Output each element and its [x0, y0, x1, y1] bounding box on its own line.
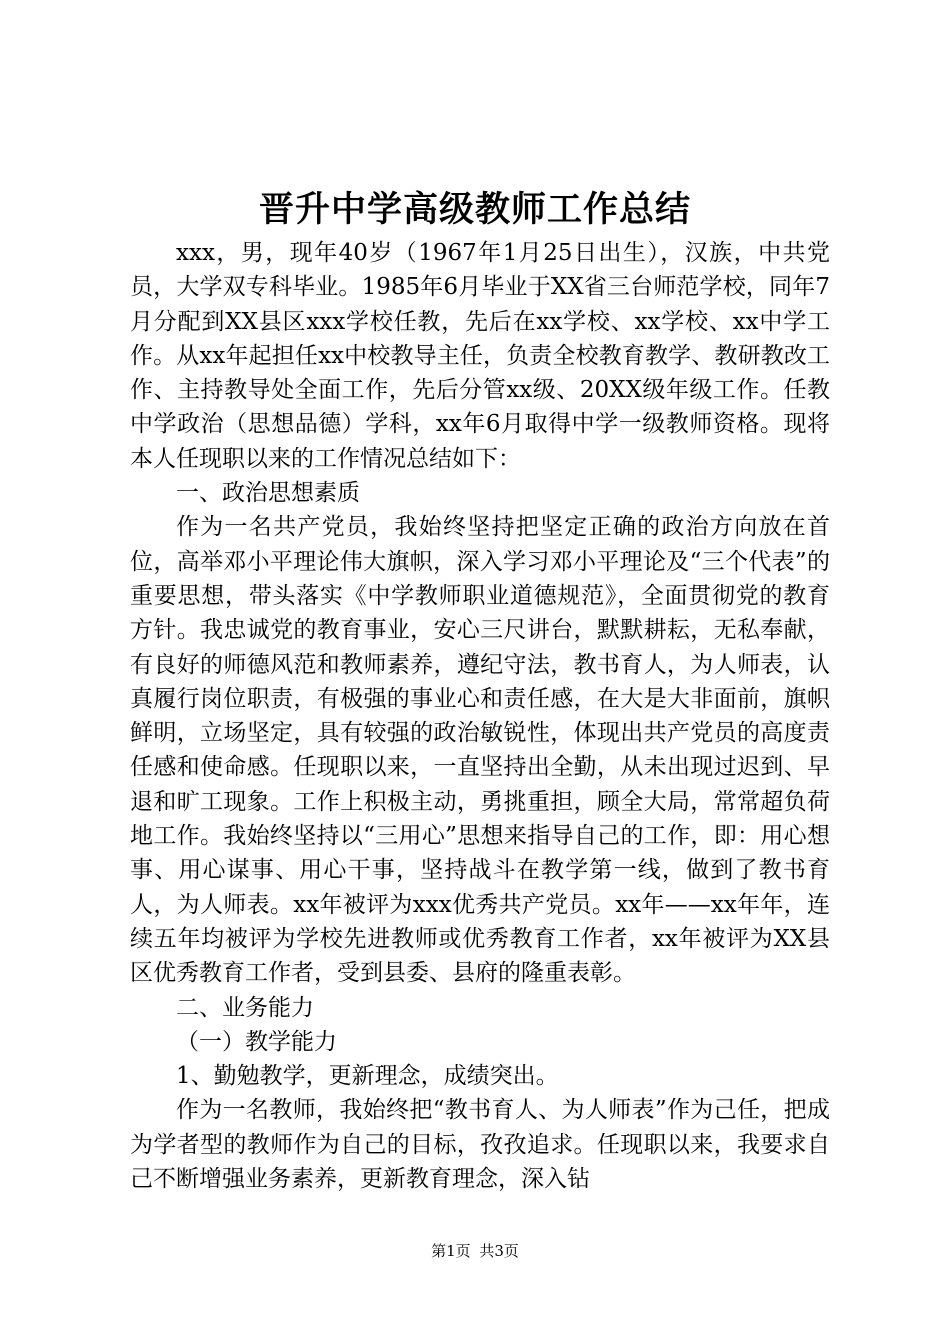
section-heading-political: 一、政治思想素质 — [176, 480, 360, 507]
page-footer — [0, 1240, 950, 1262]
page-total: 共3页 — [479, 1242, 519, 1260]
paragraph-teaching: 作为一名教师，我始终把“教书育人、为人师表”作为己任，把成为学者型的教师作为自己的目标，孜孜追求。任现职以来，我要求自己不断增强业务素养，更新教育理念，深入钻 — [130, 1097, 830, 1193]
item-heading-diligent: 1、勤勉教学，更新理念，成绩突出。 — [176, 1063, 559, 1090]
page-number: 第1页 — [431, 1242, 471, 1260]
paragraph-intro: xxx，男，现年40岁（1967年1月25日出生），汉族，中共党员，大学双专科毕业。1985年6月毕业于XX省三台师范学校，同年7月分配到XX县区xxx学校任教，先后在xx学校、xx学校、xx中学工作。从xx年起担任xx中校教导主任，负责全校教育教学、教研教改工作、主持教导处全面工作，先后分管xx级、20XX级年级工作。任教中学政治（思想品德）学科，xx年6月取得中学一级教师资格。现将本人任现职以来的工作情况总结如下： — [130, 240, 830, 472]
section-heading-ability: 二、业务能力 — [176, 994, 314, 1021]
subsection-heading-teaching: （一）教学能力 — [176, 1028, 337, 1055]
document-body — [130, 236, 830, 1196]
paragraph-political: 作为一名共产党员，我始终坚持把坚定正确的政治方向放在首位，高举邓小平理论伟大旗帜，深入学习邓小平理论及“三个代表”的重要思想，带头落实《中学教师职业道德规范》，全面贯彻党的教育方针。我忠诚党的教育事业，安心三尺讲台，默默耕耘，无私奉献，有良好的师德风范和教师素养，遵纪守法，教书育人，为人师表，认真履行岗位职责，有极强的事业心和责任感，在大是大非面前，旗帜鲜明，立场坚定，具有较强的政治敏锐性，体现出共产党员的高度责任感和使命感。任现职以来，一直坚持出全勤，从未出现过迟到、早退和旷工现象。工作上积极主动，勇挑重担，顾全大局，常常超负荷地工作。我始终坚持以“三用心”思想来指导自己的工作，即：用心想事、用心谋事、用心干事，坚持战斗在教学第一线，做到了教书育人，为人师表。xx年被评为xxx优秀共产党员。xx年——xx年年，连续五年均被评为学校先进教师或优秀教育工作者，xx年被评为XX县区优秀教育工作者，受到县委、县府的隆重表彰。 — [130, 514, 830, 987]
document-title: 晋升中学高级教师工作总结 — [258, 189, 691, 230]
